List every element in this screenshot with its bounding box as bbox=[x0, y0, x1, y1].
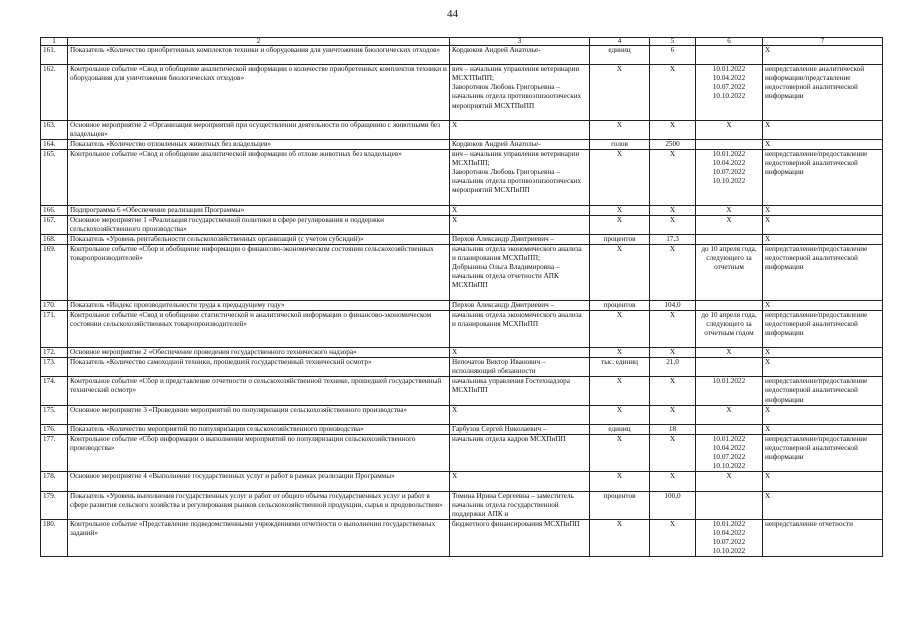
table-row bbox=[41, 358, 883, 377]
row-unit: процентов bbox=[590, 234, 650, 244]
row-note: непредставление/предоставление недостоверной аналитической информации bbox=[763, 310, 883, 347]
table-row bbox=[41, 120, 883, 139]
table-row bbox=[41, 139, 883, 149]
row-note: непредставление отчетности bbox=[763, 519, 883, 556]
row-dates: X bbox=[696, 472, 763, 491]
row-dates: 10.01.2022 10.04.2022 10.07.2022 10.10.2022 bbox=[696, 519, 763, 556]
table-row bbox=[41, 519, 883, 556]
table-row bbox=[41, 215, 883, 234]
row-unit: X bbox=[590, 150, 650, 206]
row-description: Показатель «Количество мероприятий по популяризации сельскохозяйственного производства» bbox=[68, 424, 450, 434]
row-value: 18 bbox=[650, 424, 696, 434]
row-unit: X bbox=[590, 120, 650, 139]
row-description: Контрольное событие «Сбор информации о выполнении мероприятий по популяризации сельскохозяйственного производства» bbox=[68, 434, 450, 471]
row-responsible: Перхов Александр Дмитриевич – bbox=[450, 300, 590, 310]
row-responsible: X bbox=[450, 120, 590, 139]
row-note: X bbox=[763, 348, 883, 358]
row-unit: X bbox=[590, 377, 650, 405]
row-dates bbox=[696, 358, 763, 377]
row-responsible: начальника управления Гостехнадзора МСХПиПП bbox=[450, 377, 590, 405]
row-note: непредставление/предоставление недостоверной аналитической информации bbox=[763, 245, 883, 301]
row-dates: 10.01.2022 bbox=[696, 377, 763, 405]
column-header: 7 bbox=[763, 38, 883, 46]
row-note: X bbox=[763, 120, 883, 139]
page-number: 44 bbox=[447, 8, 458, 20]
row-description: Основное мероприятие 4 «Выполнение государственных услуг и работ в рамках реализации Программы» bbox=[68, 472, 450, 491]
table-header bbox=[41, 38, 883, 46]
row-responsible: Гарбузов Сергей Николаевич – bbox=[450, 424, 590, 434]
row-unit: X bbox=[590, 65, 650, 121]
row-value: X bbox=[650, 348, 696, 358]
row-value: 2500 bbox=[650, 139, 696, 149]
row-description: Подпрограмма 6 «Обеспечение реализации Программы» bbox=[68, 205, 450, 215]
row-responsible: X bbox=[450, 348, 590, 358]
row-note: X bbox=[763, 205, 883, 215]
row-dates: 10.01.2022 10.04.2022 10.07.2022 10.10.2022 bbox=[696, 150, 763, 206]
row-description: Контрольное событие «Свод и обобщение аналитической информации о количестве приобретенных комплектов техники и оборудования для уничтожения биологических отходов» bbox=[68, 65, 450, 121]
row-unit: единиц bbox=[590, 46, 650, 65]
column-header: 6 bbox=[696, 38, 763, 46]
row-value: X bbox=[650, 310, 696, 347]
row-dates: X bbox=[696, 120, 763, 139]
row-value: X bbox=[650, 377, 696, 405]
row-note: X bbox=[763, 424, 883, 434]
row-responsible: бюджетного финансирования МСХПиПП bbox=[450, 519, 590, 556]
table-row bbox=[41, 405, 883, 424]
row-number: 178. bbox=[41, 472, 68, 491]
row-number: 162. bbox=[41, 65, 68, 121]
row-value: 21,0 bbox=[650, 358, 696, 377]
row-dates bbox=[696, 424, 763, 434]
row-description: Контрольное событие «Свод и обобщение статистической и аналитической информации о финансово-экономическом состоянии сельскохозяйственных товаропроизводителей» bbox=[68, 310, 450, 347]
row-number: 167. bbox=[41, 215, 68, 234]
row-note: X bbox=[763, 300, 883, 310]
row-unit: X bbox=[590, 434, 650, 471]
row-description: Основное мероприятие 3 «Проведение мероприятий по популяризации сельскохозяйственного производства» bbox=[68, 405, 450, 424]
row-number: 174. bbox=[41, 377, 68, 405]
row-dates bbox=[696, 139, 763, 149]
row-dates bbox=[696, 491, 763, 519]
row-responsible: X bbox=[450, 215, 590, 234]
row-description: Показатель «Индекс производительности труда к предыдущему году» bbox=[68, 300, 450, 310]
row-responsible: Кордюков Андрей Анатолье- bbox=[450, 139, 590, 149]
row-value: X bbox=[650, 205, 696, 215]
table-row bbox=[41, 234, 883, 244]
row-number: 169. bbox=[41, 245, 68, 301]
row-responsible: начальник отдела экономического анализа и планирования МСХПиПП bbox=[450, 310, 590, 347]
row-dates bbox=[696, 46, 763, 65]
row-dates: до 10 апреля года, следующего за отчетным годом bbox=[696, 310, 763, 347]
row-value: X bbox=[650, 215, 696, 234]
column-header: 2 bbox=[68, 38, 450, 46]
row-description: Показатель «Количество приобретенных комплектов техники и оборудования для уничтожения биологических отходов» bbox=[68, 46, 450, 65]
row-value: 17,3 bbox=[650, 234, 696, 244]
row-value: X bbox=[650, 150, 696, 206]
row-responsible: X bbox=[450, 405, 590, 424]
table-row bbox=[41, 150, 883, 206]
row-unit: X bbox=[590, 205, 650, 215]
table-row bbox=[41, 310, 883, 347]
row-unit: единиц bbox=[590, 424, 650, 434]
row-note: X bbox=[763, 139, 883, 149]
row-responsible: вич – начальник управления ветеринарии МСХПиПП; Заворотнюк Любовь Григорьевна – начальник отдела противоэпизоотических мероприятий МСХПиПП bbox=[450, 150, 590, 206]
table-row bbox=[41, 377, 883, 405]
row-number: 161. bbox=[41, 46, 68, 65]
row-value: X bbox=[650, 405, 696, 424]
row-dates: X bbox=[696, 215, 763, 234]
row-note: X bbox=[763, 46, 883, 65]
row-unit: X bbox=[590, 245, 650, 301]
row-note: непредставление/предоставление недостоверной аналитической информации bbox=[763, 377, 883, 405]
row-note: X bbox=[763, 234, 883, 244]
row-description: Показатель «Количество самоходной техники, прошедшей государственный технический осмотр» bbox=[68, 358, 450, 377]
row-number: 175. bbox=[41, 405, 68, 424]
row-dates: до 10 апреля года, следующего за отчетным bbox=[696, 245, 763, 301]
row-note: непредставление/предоставление недостоверной аналитической информации bbox=[763, 434, 883, 471]
table-row bbox=[41, 205, 883, 215]
row-value: 100,0 bbox=[650, 491, 696, 519]
row-note: X bbox=[763, 472, 883, 491]
row-dates: X bbox=[696, 205, 763, 215]
column-header: 3 bbox=[450, 38, 590, 46]
column-header: 5 bbox=[650, 38, 696, 46]
row-responsible: вич – начальник управления ветеринарии МСХТПиПП; Заворотнюк Любовь Григорьевна – начальник отдела противоэпизоотических мероприятий МСХТПиПП bbox=[450, 65, 590, 121]
table-row bbox=[41, 424, 883, 434]
row-description: Основное мероприятие 2 «Обеспечение проведения государственного технического надзора» bbox=[68, 348, 450, 358]
row-number: 168. bbox=[41, 234, 68, 244]
row-value: X bbox=[650, 120, 696, 139]
row-value: X bbox=[650, 245, 696, 301]
row-description: Контрольное событие «Сбор и обобщение информации о финансово-экономическом состоянии сельскохозяйственных товаропроизводителей» bbox=[68, 245, 450, 301]
row-description: Показатель «Количество отловленных животных без владельцев» bbox=[68, 139, 450, 149]
row-unit: тыс. единиц bbox=[590, 358, 650, 377]
table-body bbox=[41, 46, 883, 557]
row-number: 172. bbox=[41, 348, 68, 358]
row-value: 104,0 bbox=[650, 300, 696, 310]
row-dates: X bbox=[696, 348, 763, 358]
table-row bbox=[41, 46, 883, 65]
row-number: 165. bbox=[41, 150, 68, 206]
row-value: X bbox=[650, 434, 696, 471]
row-note: X bbox=[763, 491, 883, 519]
row-value: X bbox=[650, 519, 696, 556]
row-unit: процентов bbox=[590, 491, 650, 519]
row-unit: X bbox=[590, 215, 650, 234]
row-dates: 10.01.2022 10.04.2022 10.07.2022 10.10.2022 bbox=[696, 434, 763, 471]
row-unit: голов bbox=[590, 139, 650, 149]
row-number: 179. bbox=[41, 491, 68, 519]
row-responsible: X bbox=[450, 472, 590, 491]
row-unit: X bbox=[590, 405, 650, 424]
row-responsible: начальник отдела экономического анализа и планирования МСХПиПП; Добрынина Ольга Владимировна – начальник отдела отчетности АПК МСХПиПП bbox=[450, 245, 590, 301]
row-number: 166. bbox=[41, 205, 68, 215]
row-description: Показатель «Уровень выполнения государственных услуг и работ от общего объема государственных услуг и работ в сфере развития сельского хозяйства и регулирования рынков сельскохозяйственной продукции, сырья и продовольствия» bbox=[68, 491, 450, 519]
row-number: 176. bbox=[41, 424, 68, 434]
column-header: 4 bbox=[590, 38, 650, 46]
row-value: X bbox=[650, 472, 696, 491]
row-value: X bbox=[650, 65, 696, 121]
table-row bbox=[41, 472, 883, 491]
row-description: Основное мероприятие 1 «Реализация государственной политики в сфере регулирования и поддержки сельскохозяйственного производства» bbox=[68, 215, 450, 234]
row-responsible: Кордюков Андрей Анатолье- bbox=[450, 46, 590, 65]
row-responsible: Томина Ирина Сергеевна – заместитель начальник отдела государственной поддержки АПК и bbox=[450, 491, 590, 519]
row-description: Показатель «Уровень рентабельности сельскохозяйственных организаций (с учетом субсидий)» bbox=[68, 234, 450, 244]
row-unit: X bbox=[590, 519, 650, 556]
row-number: 173. bbox=[41, 358, 68, 377]
row-value: 6 bbox=[650, 46, 696, 65]
row-description: Контрольное событие «Представление подведомственными учреждениями отчетности о выполнении государственных заданий» bbox=[68, 519, 450, 556]
plan-table bbox=[40, 37, 883, 557]
row-unit: X bbox=[590, 310, 650, 347]
row-note: непредставление/предоставление недостоверной аналитической информации bbox=[763, 150, 883, 206]
row-dates bbox=[696, 234, 763, 244]
row-dates: X bbox=[696, 405, 763, 424]
row-description: Основное мероприятие 2 «Организация мероприятий при осуществлении деятельности по обращению с животными без владельцев» bbox=[68, 120, 450, 139]
row-number: 180. bbox=[41, 519, 68, 556]
row-unit: X bbox=[590, 472, 650, 491]
row-responsible: Непочатов Виктор Иванович – исполняющий обязанности bbox=[450, 358, 590, 377]
row-description: Контрольное событие «Сбор и представление отчетности о сельскохозяйственной технике, прошедшей государственный технический осмотр» bbox=[68, 377, 450, 405]
table-row bbox=[41, 348, 883, 358]
row-note: X bbox=[763, 215, 883, 234]
row-number: 163. bbox=[41, 120, 68, 139]
table-row bbox=[41, 300, 883, 310]
row-description: Контрольное событие «Свод и обобщение аналитической информации об отлове животных без владельцев» bbox=[68, 150, 450, 206]
row-number: 164. bbox=[41, 139, 68, 149]
row-responsible: начальник отдела кадров МСХПиПП bbox=[450, 434, 590, 471]
row-unit: X bbox=[590, 348, 650, 358]
row-note: непредставление аналитической информации/представление недостоверной аналитической информации bbox=[763, 65, 883, 121]
table-row bbox=[41, 491, 883, 519]
table-row bbox=[41, 65, 883, 121]
row-number: 177. bbox=[41, 434, 68, 471]
column-header: 1 bbox=[41, 38, 68, 46]
row-note: X bbox=[763, 358, 883, 377]
row-note: X bbox=[763, 405, 883, 424]
row-dates: 10.01.2022 10.04.2022 10.07.2022 10.10.2022 bbox=[696, 65, 763, 121]
row-number: 170. bbox=[41, 300, 68, 310]
table-row bbox=[41, 245, 883, 301]
row-responsible: X bbox=[450, 205, 590, 215]
row-unit: процентов bbox=[590, 300, 650, 310]
row-dates bbox=[696, 300, 763, 310]
row-responsible: Перхов Александр Дмитриевич – bbox=[450, 234, 590, 244]
table-row bbox=[41, 434, 883, 471]
row-number: 171. bbox=[41, 310, 68, 347]
